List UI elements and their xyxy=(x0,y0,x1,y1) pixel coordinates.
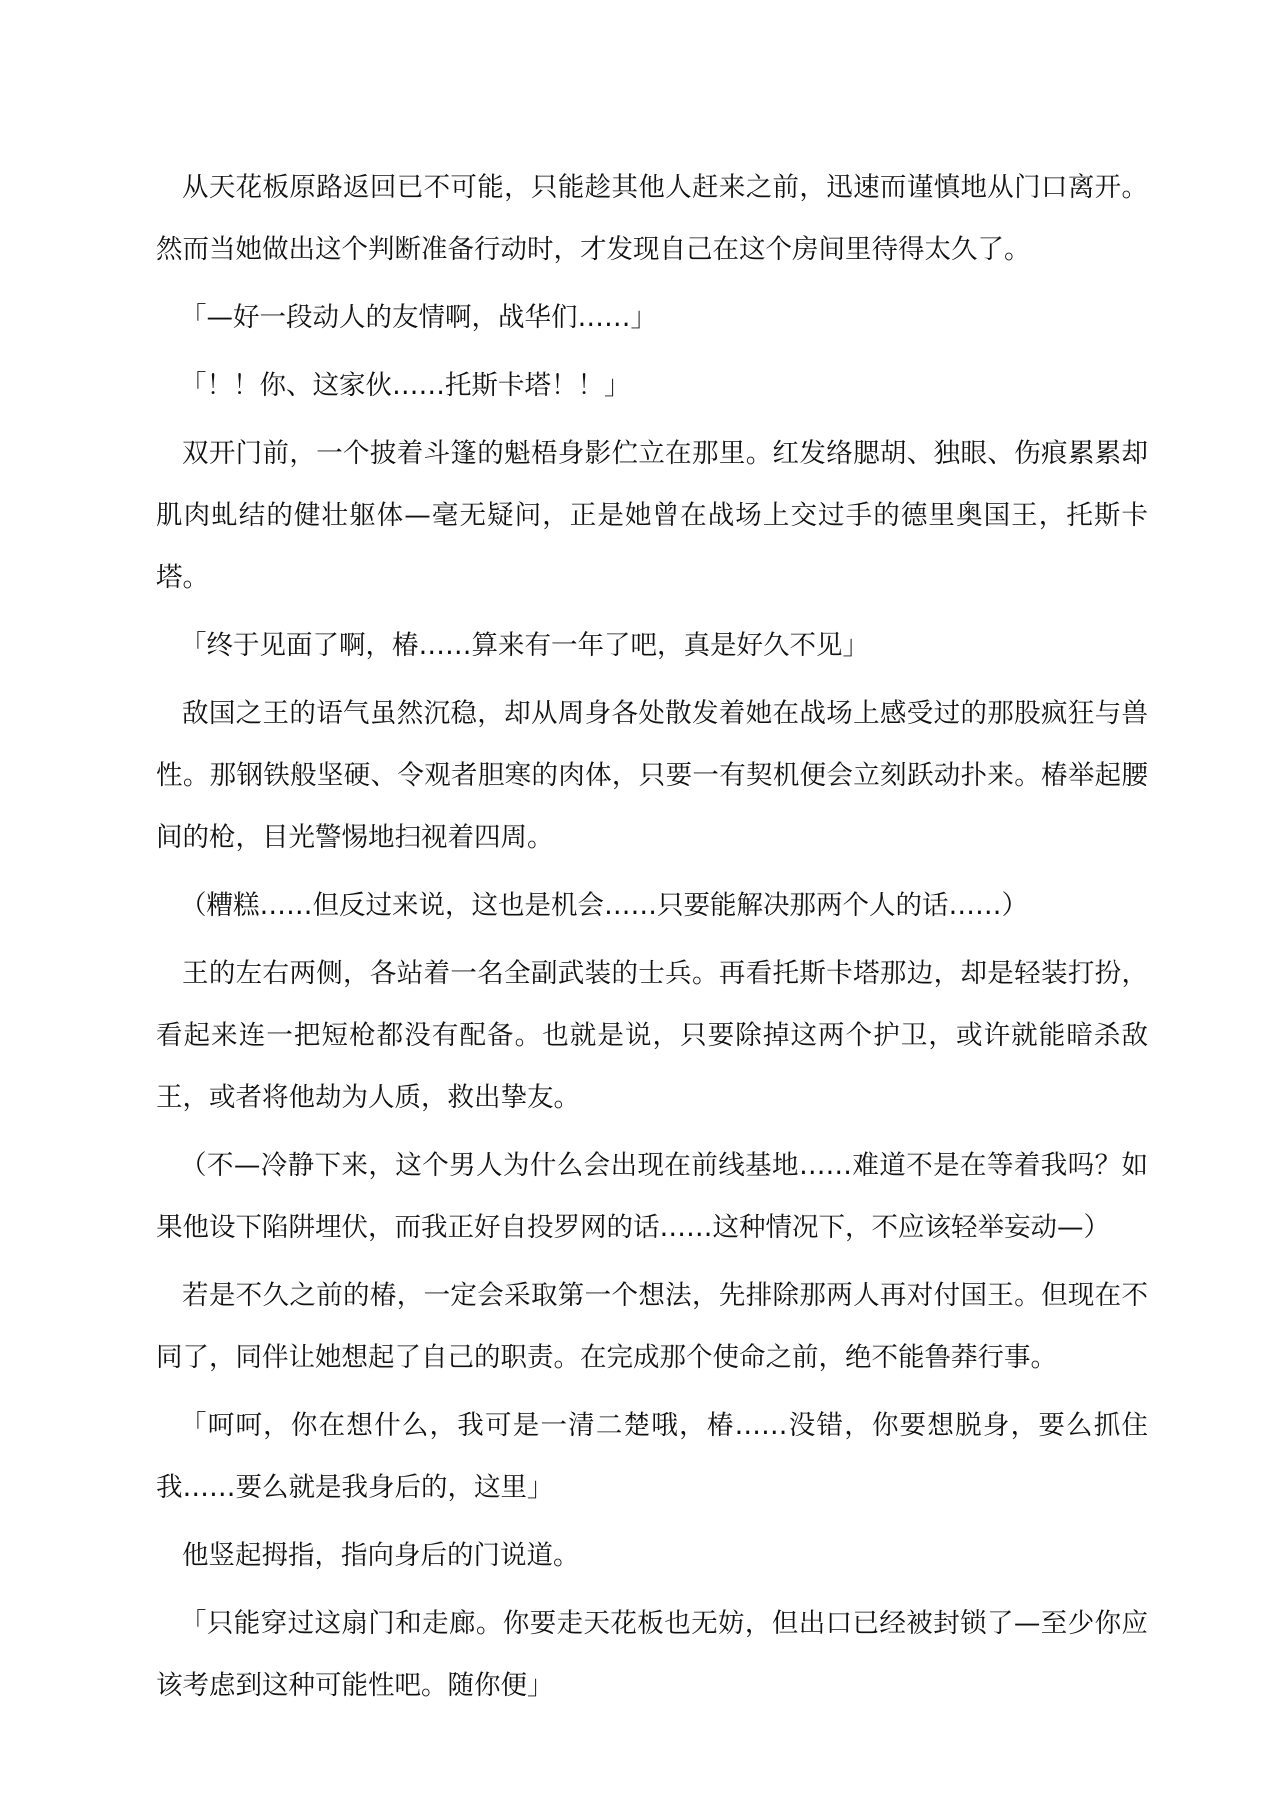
paragraph-thought-1: （糟糕……但反过来说，这也是机会……只要能解决那两个人的话……） xyxy=(180,890,1028,921)
paragraph-narration-1: 从天花板原路返回已不可能，只能趁其他人赶来之前，迅速而谨慎地从门口离开。然而当她做出这个判断准备行动时，才发现自己在这个房间里待得太久了。 xyxy=(156,172,1148,265)
paragraph-dialogue-5: 「只能穿过这扇门和走廊。你要走天花板也无妨，但出口已经被封锁了—至少你应该考虑到这种可能性吧。随你便」 xyxy=(156,1608,1148,1701)
novel-text-body xyxy=(156,157,1148,1717)
paragraph-thought-2: （不—冷静下来，这个男人为什么会出现在前线基地……难道不是在等着我吗？如果他设下陷阱埋伏，而我正好自投罗网的话……这种情况下，不应该轻举妄动—） xyxy=(156,1150,1148,1243)
paragraph-narration-6: 他竖起拇指，指向身后的门说道。 xyxy=(182,1540,580,1571)
paragraph-dialogue-4: 「呵呵，你在想什么，我可是一清二楚哦，椿……没错，你要想脱身，要么抓住我……要么就是我身后的，这里」 xyxy=(156,1410,1148,1503)
paragraph-narration-2: 双开门前，一个披着斗篷的魁梧身影伫立在那里。红发络腮胡、独眼、伤痕累累却肌肉虬结的健壮躯体—毫无疑问，正是她曾在战场上交过手的德里奥国王，托斯卡塔。 xyxy=(156,438,1148,593)
paragraph-dialogue-2: 「！！你、这家伙……托斯卡塔！！」 xyxy=(180,370,631,401)
paragraph-narration-4: 王的左右两侧，各站着一名全副武装的士兵。再看托斯卡塔那边，却是轻装打扮，看起来连一把短枪都没有配备。也就是说，只要除掉这两个护卫，或许就能暗杀敌王，或者将他劫为人质，救出挚友。 xyxy=(156,958,1148,1113)
paragraph-dialogue-1: 「—好一段动人的友情啊，战华们……」 xyxy=(180,302,657,333)
paragraph-narration-3: 敌国之王的语气虽然沉稳，却从周身各处散发着她在战场上感受过的那股疯狂与兽性。那钢铁般坚硬、令观者胆寒的肉体，只要一有契机便会立刻跃动扑来。椿举起腰间的枪，目光警惕地扫视着四周。 xyxy=(156,698,1148,853)
paragraph-narration-5: 若是不久之前的椿，一定会采取第一个想法，先排除那两人再对付国王。但现在不同了，同伴让她想起了自己的职责。在完成那个使命之前，绝不能鲁莽行事。 xyxy=(156,1280,1148,1373)
paragraph-dialogue-3: 「终于见面了啊，椿……算来有一年了吧，真是好久不见」 xyxy=(180,630,869,661)
